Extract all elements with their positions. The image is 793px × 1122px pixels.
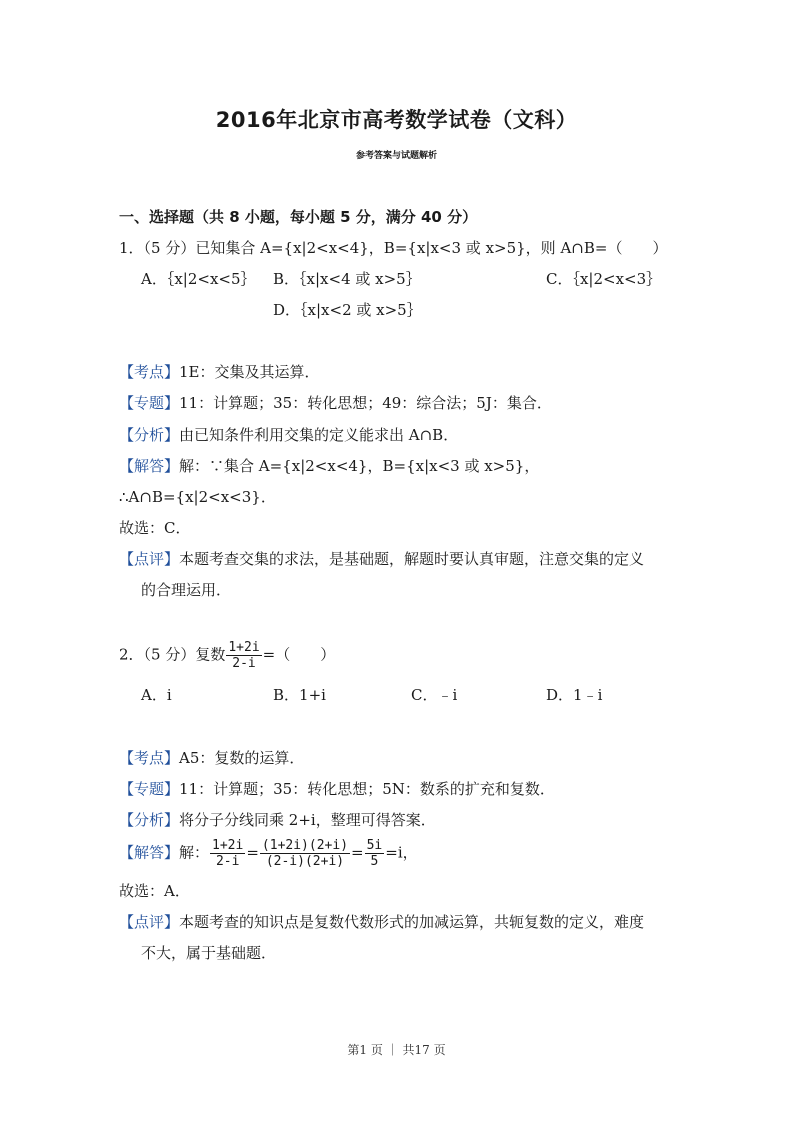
q1-choice: 故选：C． bbox=[119, 519, 191, 537]
q2-option-d: D．1﹣i bbox=[546, 686, 603, 704]
page-subtitle: 参考答案与试题解析 bbox=[355, 151, 437, 161]
q2-fraction-2 bbox=[260, 838, 350, 869]
q1-dianping-line2: 的合理运用． bbox=[141, 581, 232, 599]
q2-dianping bbox=[119, 912, 644, 932]
jieda-tag: 【解答】 bbox=[119, 457, 180, 475]
q1-fenxi bbox=[119, 425, 458, 445]
q2-kaodian bbox=[119, 748, 304, 768]
q1-kaodian bbox=[119, 362, 320, 382]
q1-option-d: D．｛x|x<2 或 x>5｝ bbox=[273, 301, 422, 319]
page-footer: 第1 页 ｜ 共17 页 bbox=[347, 1043, 446, 1057]
zhuanti-tag: 【专题】 bbox=[119, 780, 180, 798]
fenxi-tag: 【分析】 bbox=[119, 426, 180, 444]
q2-stem-suffix: =（ ） bbox=[262, 645, 336, 664]
zhuanti-tag: 【专题】 bbox=[119, 394, 180, 412]
q1-option-c: C．｛x|2<x<3｝ bbox=[546, 270, 662, 288]
q1-zhuanti bbox=[119, 393, 552, 413]
kaodian-tag: 【考点】 bbox=[119, 363, 180, 381]
q2-stem-prefix: 2．（5 分）复数 bbox=[119, 645, 226, 664]
section-heading: 一、选择题（共 8 小题，每小题 5 分，满分 40 分） bbox=[119, 208, 478, 226]
fraction-numerator: 1+2i bbox=[212, 838, 244, 853]
q2-option-c: C．﹣i bbox=[411, 686, 458, 704]
q2-dianping-line2: 不大，属于基础题． bbox=[141, 944, 277, 962]
page-title: 2016年北京市高考数学试卷（文科） bbox=[215, 108, 578, 132]
q1-dianping bbox=[119, 549, 644, 569]
q2-fraction-1 bbox=[210, 838, 245, 869]
q2-choice: 故选：A． bbox=[119, 882, 190, 900]
equals-sign: = bbox=[246, 843, 259, 862]
q2-jieda bbox=[119, 838, 418, 869]
dianping-tag: 【点评】 bbox=[119, 550, 180, 568]
fraction-denominator: (2-i)(2+i) bbox=[265, 854, 345, 869]
q2-zhuanti bbox=[119, 779, 555, 799]
kaodian-text: A5：复数的运算． bbox=[179, 749, 305, 767]
zhuanti-text: 11：计算题；35：转化思想；49：综合法；5J：集合． bbox=[179, 394, 552, 412]
q2-fenxi bbox=[119, 810, 436, 830]
q1-option-b: B．｛x|x<4 或 x>5｝ bbox=[273, 270, 421, 288]
equals-sign: = bbox=[351, 843, 364, 862]
dianping-text: 本题考查交集的求法，是基础题，解题时要认真审题，注意交集的定义 bbox=[179, 550, 645, 568]
q2-stem-fraction bbox=[226, 640, 261, 671]
fraction-denominator: 2-i bbox=[215, 854, 240, 869]
q1-jieda-line2: ∴A∩B={x|2<x<3}． bbox=[119, 488, 276, 506]
fraction-denominator: 2-i bbox=[232, 656, 256, 671]
q1-jieda bbox=[119, 456, 539, 476]
q1-option-a: A．｛x|2<x<5｝ bbox=[141, 270, 256, 288]
dianping-tag: 【点评】 bbox=[119, 913, 180, 931]
fenxi-text: 由已知条件利用交集的定义能求出 A∩B． bbox=[179, 426, 459, 444]
q2-option-b: B．1+i bbox=[273, 686, 326, 704]
fraction-denominator: 5 bbox=[370, 854, 379, 869]
fraction-numerator: 5i bbox=[366, 838, 383, 853]
q1-stem: 1．（5 分）已知集合 A={x|2<x<4}，B={x|x<3 或 x>5}，则 A∩B=（ ） bbox=[119, 239, 668, 257]
jieda-tag: 【解答】 bbox=[119, 843, 180, 862]
fenxi-text: 将分子分线同乘 2+i，整理可得答案． bbox=[179, 811, 436, 829]
fraction-numerator: (1+2i)(2+i) bbox=[261, 838, 349, 853]
zhuanti-text: 11：计算题；35：转化思想；5N：数系的扩充和复数． bbox=[179, 780, 555, 798]
q2-fraction-3 bbox=[365, 838, 385, 869]
q2-stem bbox=[119, 640, 335, 671]
jieda-text: 解：∵集合 A={x|2<x<4}，B={x|x<3 或 x>5}， bbox=[179, 457, 540, 475]
kaodian-text: 1E：交集及其运算． bbox=[179, 363, 320, 381]
jieda-prefix: 解： bbox=[179, 843, 210, 862]
fraction-numerator: 1+2i bbox=[228, 640, 260, 655]
dianping-text: 本题考查的知识点是复数代数形式的加减运算，共轭复数的定义，难度 bbox=[179, 913, 645, 931]
fenxi-tag: 【分析】 bbox=[119, 811, 180, 829]
kaodian-tag: 【考点】 bbox=[119, 749, 180, 767]
q2-option-a: A．i bbox=[141, 686, 172, 704]
jieda-suffix: =i， bbox=[385, 843, 418, 862]
